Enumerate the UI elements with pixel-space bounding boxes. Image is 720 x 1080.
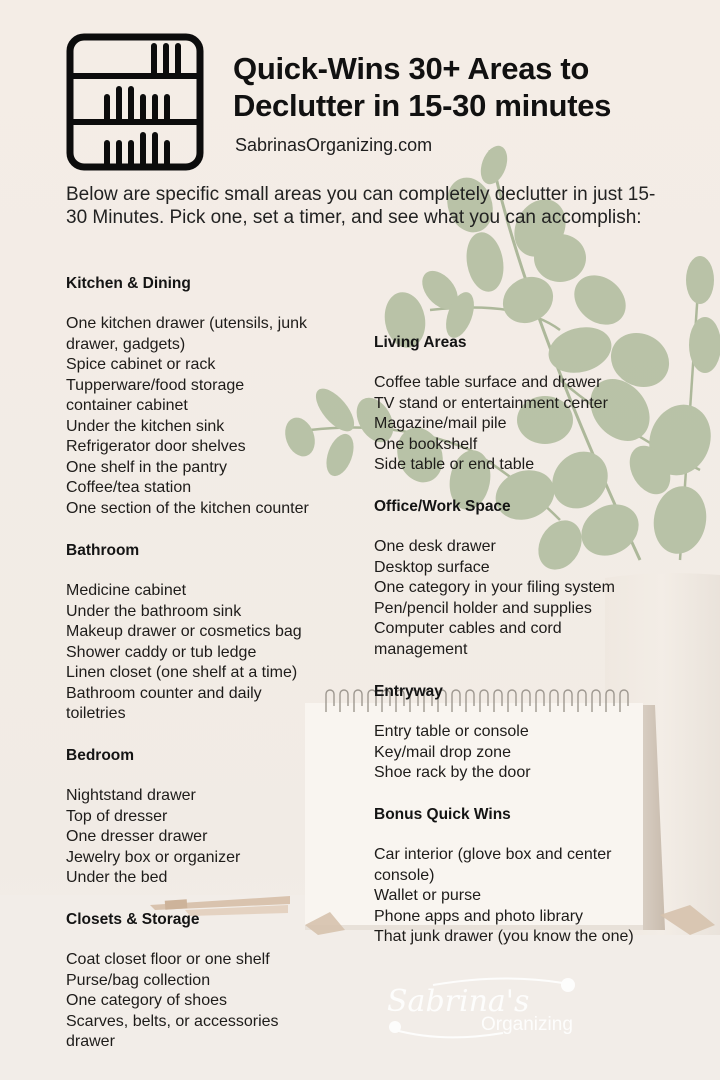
list-item: Shoe rack by the door [374,764,531,781]
watermark-line1: Sabrina's [387,984,530,1019]
list-item: Coffee/tea station [66,479,192,496]
section-heading: Bedroom [66,747,135,764]
list-item: Under the bathroom sink [66,602,242,620]
list-item: Car interior (glove box and center console) [374,846,612,884]
list-item: One desk drawer [374,538,496,555]
title-line-1: Quick-Wins 30+ Areas to [233,51,590,86]
list-item: Desktop surface [374,558,490,576]
section-heading: Bonus Quick Wins [374,806,511,823]
section-heading: Office/Work Space [374,498,511,515]
bookshelf-icon [66,33,204,171]
list-item: Key/mail drop zone [374,743,511,761]
page-title [233,50,713,124]
list-item: Nightstand drawer [66,787,196,804]
list-item: Under the kitchen sink [66,417,225,435]
list-item: One bookshelf [374,435,478,453]
list-item: Phone apps and photo library [374,907,584,925]
list-item: One section of the kitchen counter [66,499,309,517]
section-heading: Bathroom [66,542,140,559]
watermark-line2: Organizing [481,1014,573,1035]
list-item: Bathroom counter and daily toiletries [66,684,262,722]
list-item: Pen/pencil holder and supplies [374,599,592,617]
list-item: Jewelry box or organizer [66,848,241,866]
list-item: Scarves, belts, or accessories drawer [66,1012,279,1050]
list-item: Wallet or purse [374,887,481,904]
list-item: One dresser drawer [66,828,208,845]
list-item: Tupperware/food storage container cabinet [66,376,245,414]
section-bathroom [66,541,366,725]
list-item: One category in your filing system [374,579,615,596]
list-item: One category of shoes [66,992,227,1009]
list-item: Coffee table surface and drawer [374,374,602,391]
section-office-work-space [374,497,664,660]
list-item: Linen closet (one shelf at a time) [66,664,298,681]
watermark-logo [383,975,583,1040]
website-link[interactable]: SabrinasOrganizing.com [235,135,433,155]
list-item: Makeup drawer or cosmetics bag [66,623,302,640]
title-line-2: Declutter in 15-30 minutes [233,88,612,123]
section-heading: Entryway [374,683,443,700]
list-item: Under the bed [66,869,168,886]
list-item: TV stand or entertainment center [374,394,608,412]
section-entryway [374,682,664,784]
list-item: Shower caddy or tub ledge [66,643,257,661]
list-item: Computer cables and cord management [374,620,562,658]
section-living-areas [374,333,664,476]
section-bedroom [66,746,366,889]
list-item: Medicine cabinet [66,582,187,599]
list-item: Magazine/mail pile [374,415,507,432]
list-item: Refrigerator door shelves [66,438,246,455]
section-kitchen-dining [66,274,366,519]
list-item: That junk drawer (you know the one) [374,928,634,945]
section-closets-storage [66,910,366,1053]
list-item: Entry table or console [374,723,529,740]
list-item: Coat closet floor or one shelf [66,951,270,968]
list-item: Top of dresser [66,807,168,825]
intro-paragraph: Below are specific small areas you can completely declutter in just 15-30 Minutes. Pick one, set a timer, and see what you can accomplish: [66,184,656,228]
list-item: Side table or end table [374,456,535,473]
section-heading: Closets & Storage [66,911,200,928]
section-heading: Living Areas [374,334,467,351]
list-item: One shelf in the pantry [66,458,227,476]
list-item: Spice cabinet or rack [66,356,216,373]
list-item: Purse/bag collection [66,971,211,989]
section-bonus-quick-wins [374,805,664,948]
section-heading: Kitchen & Dining [66,275,191,292]
list-item: One kitchen drawer (utensils, junk drawer, gadgets) [66,315,307,353]
